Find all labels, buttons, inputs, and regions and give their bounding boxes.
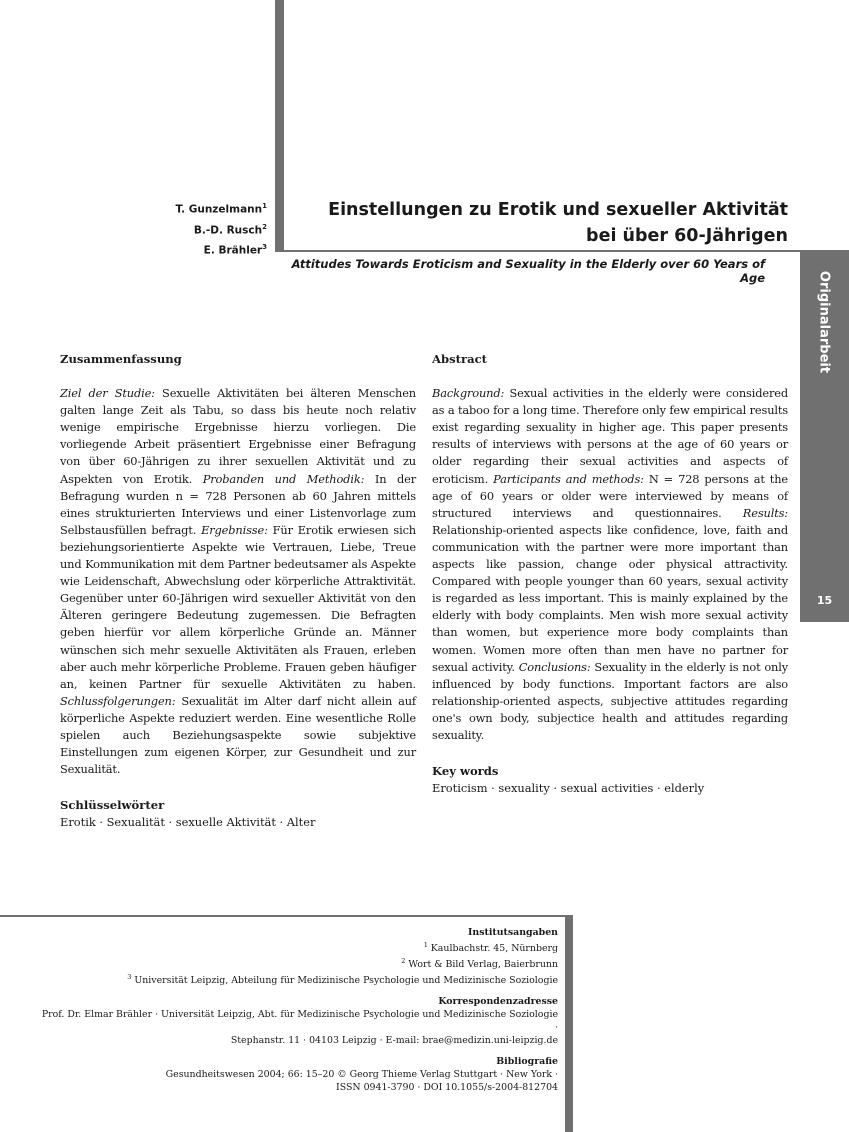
german-abstract-heading: Zusammenfassung [60,352,182,366]
bibliography-line: ISSN 0941-3790 · DOI 10.1055/s-2004-812704 [336,1082,558,1094]
german-abstract [60,351,416,831]
institution-heading: Institutsangaben [468,927,558,938]
institution-line: $^3$ Universität Leipzig, Abteilung für Medizinische Psychologie und Medizinische Soziologie [127,973,558,987]
correspondence-line: Prof. Dr. Elmar Brähler · Universität Leipzig, Abt. für Medizinische Psychologie und Medizinische Soziologie · [41,1009,558,1034]
english-keywords: Eroticism · sexuality · sexual activities · elderly [432,781,705,796]
german-abstract-body: Ziel der Studie: Sexuelle Aktivitäten bei älteren Menschen galten lange Zeit als Tabu, so dass bis heute noch relativ wenige empirische Ergebnisse hierzu vorliegen. Die vorliegende Arbeit präsentiert Ergebnisse einer Befragung von über 60-Jährigen zu ihrer sexuellen Aktivität und zu Aspekten von Erotik. Probanden und Methodik: In der Befragung wurden n = 728 Personen ab 60 Jahren mittels eines strukturierten Interviews und einer Listenvorlage zum Selbstausfüllen befragt. Ergebnisse: Für Erotik erwiesen sich beziehungsorientierte Aspekte wie Vertrauen, Liebe, Treue und Kommunikation mit dem Partner bedeutsamer als Aspekte wie Leidenschaft, Abwechslung oder körperliche Attraktivität. Gegenüber unter 60-Jährigen wird sexueller Aktivität von den Älteren geringere Bedeutung zugemessen. Die Befragten geben hierfür vor allem körperliche Gründe an. Männer wünschen sich mehr sexuelle Aktivitäten als Frauen, erleben aber auch mehr körperliche Probleme. Frauen geben häufiger an, keinen Partner für sexuelle Aktivitäten zu haben. Schlussfolgerungen: Sexualität im Alter darf nicht allein auf körperliche Aspekte reduziert werden. Eine wesentliche Rolle spielen auch Beziehungsaspekte sowie subjektive Einstellungen zum eigenen Körper, zur Gesundheit und zur Sexualität. [60,386,416,777]
correspondence-line: Stephanstr. 11 · 04103 Leipzig · E-mail: brae@medizin.uni-leipzig.de [230,1035,558,1047]
footer-rule [0,915,573,917]
german-keywords-heading: Schlüsselwörter [60,798,165,813]
bibliography-line: Gesundheitswesen 2004; 66: 15–20 © Georg Thieme Verlag Stuttgart · New York · [165,1069,558,1081]
author-list [176,198,267,260]
article-subtitle: Attitudes Towards Eroticism and Sexuality in the Elderly over 60 Years of Age [291,257,765,285]
institution-line: $^1$ Kaulbachstr. 45, Nürnberg [423,941,558,955]
english-abstract-body: Background: Sexual activities in the elderly were considered as a taboo for a long time. Therefore only few empirical results exist regarding sexuality in higher age. This paper presents results of interviews with persons at the age of 60 years or older regarding their sexual activities and aspects of eroticism. Participants and methods: N = 728 persons at the age of 60 years or older were interviewed by means of structured interviews and questionnaires. Results: Relationship-oriented aspects like confidence, love, faith and communication with the partner were more important than aspects like passion, change oder physical attractivity. Compared with people younger than 60 years, sexual activity is regarded as less important. This is mainly explained by the elderly with body complaints. Men wish more sexual activity than women, but experience more body complaints than women. Women more often than men have no partner for sexual activity. Conclusions: Sexuality in the elderly is not only influenced by body functions. Important factors are also relationship-oriented aspects, subjective attitudes regarding one's own body, subjectice health and attitudes regarding sexuality. [432,386,789,742]
english-abstract-heading: Abstract [432,352,488,366]
article-title: Einstellungen zu Erotik und sexueller Aktivität bei über 60-Jährigen [328,200,788,246]
german-keywords: Erotik · Sexualität · sexuelle Aktivität · Alter [60,815,316,830]
english-keywords-heading: Key words [432,764,499,779]
correspondence-heading: Korrespondenzadresse [438,996,558,1008]
author: E. Brähler$^3$ [203,243,267,257]
bibliography-heading: Bibliografie [496,1056,558,1068]
top-vertical-bar [275,0,284,252]
footer-info [38,926,558,1094]
footer-vertical-bar [565,917,573,1132]
title-rule [275,250,849,252]
english-abstract [432,351,788,797]
page-number: 15 [816,594,833,607]
author: B.-D. Rusch$^2$ [193,222,267,236]
author: T. Gunzelmann$^1$ [175,202,267,216]
section-tab-label: Originalarbeit [816,270,832,374]
institution-line: $^2$ Wort & Bild Verlag, Baierbrunn [401,957,558,971]
